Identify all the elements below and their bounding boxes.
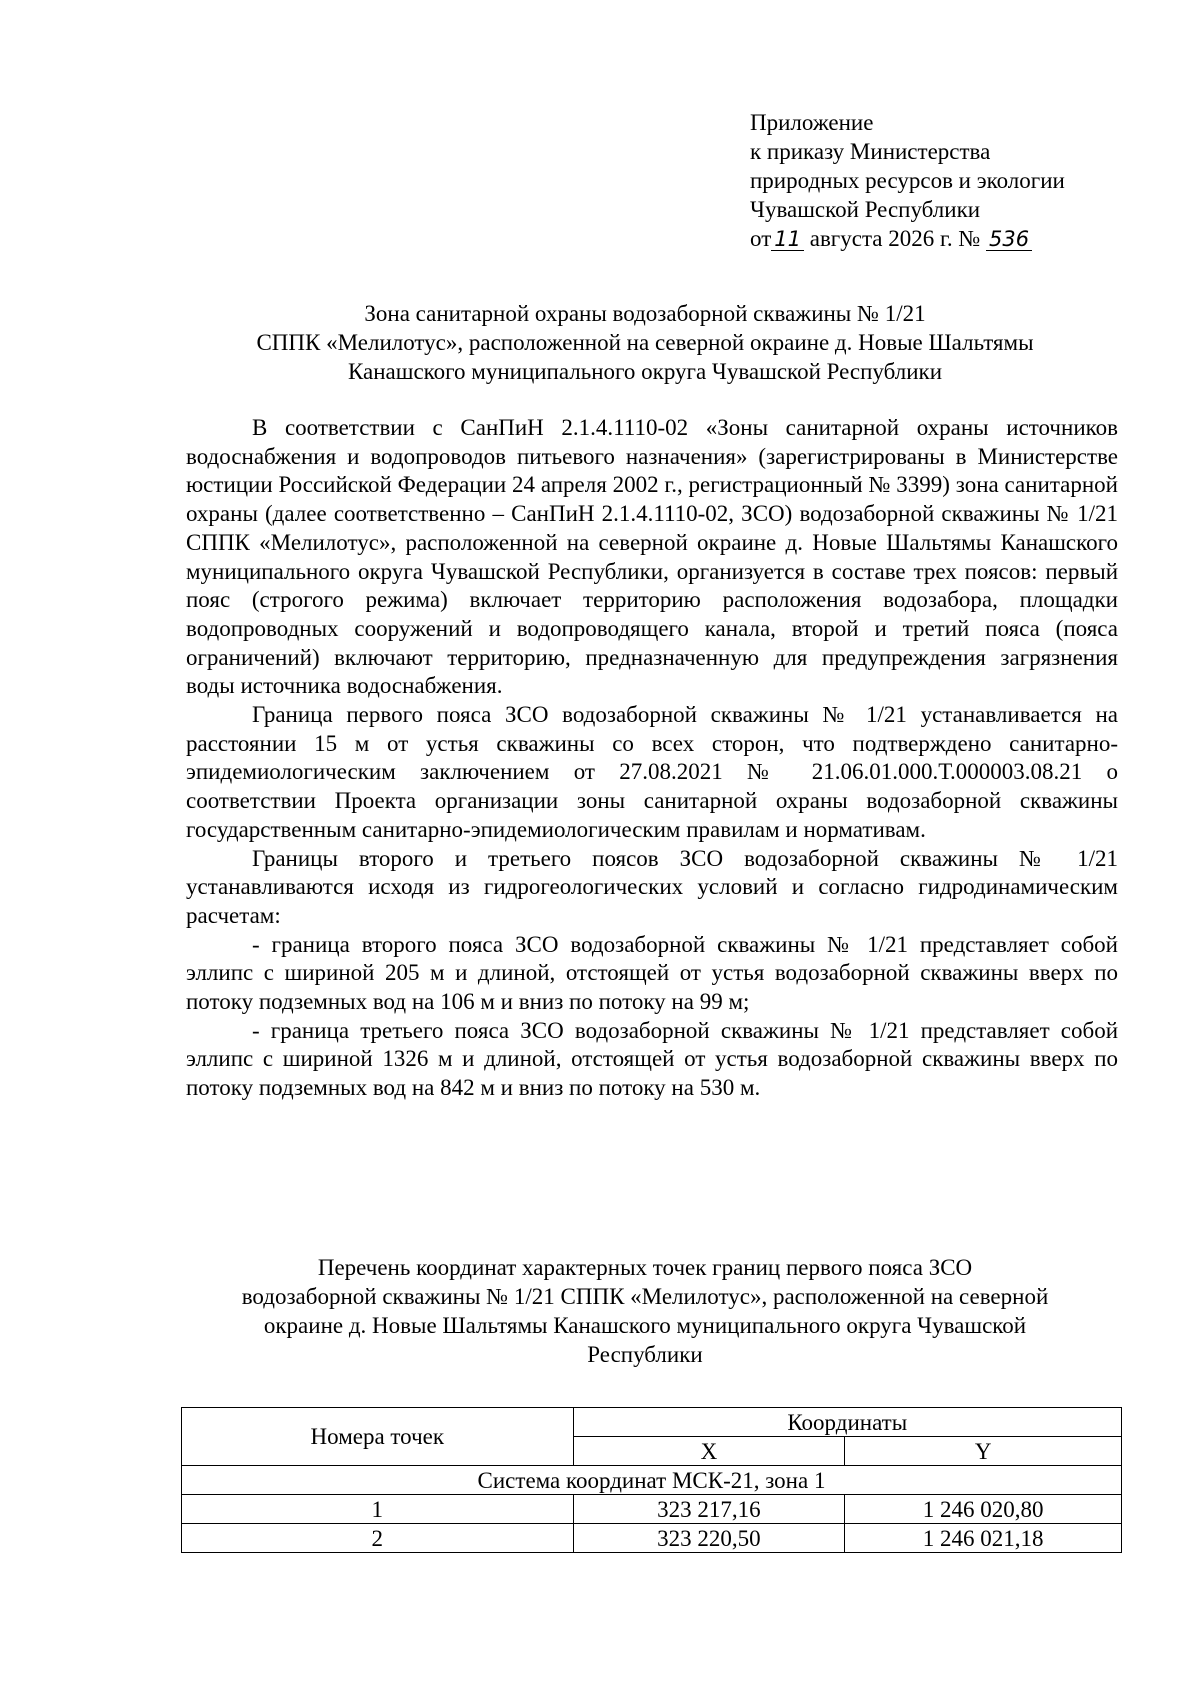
table-header-row	[182, 1408, 1122, 1437]
paragraph-4: - граница второго пояса ЗСО водозаборной скважины № 1/21 представляет собой эллипс с шириной 205 м и длиной, отстоящей от устья водозаборной скважины вверх по потоку подземных вод на 106 м и вниз по потоку на 99 м;	[186, 931, 1118, 1015]
list-title-line-2: водозаборной скважины № 1/21 СППК «Мелилотус», расположенной на северной	[241, 1284, 1049, 1309]
header-coordinates: Координаты	[573, 1408, 1121, 1437]
appendix-date-line	[750, 224, 1065, 253]
date-prefix: от	[750, 226, 772, 251]
document-title	[150, 299, 1140, 386]
coordinates-list-title	[150, 1253, 1140, 1369]
list-title-line-4: Республики	[587, 1342, 703, 1367]
appendix-line-3: природных ресурсов и экологии	[750, 168, 1065, 193]
table-row	[182, 1495, 1122, 1524]
header-points: Номера точек	[182, 1408, 574, 1466]
appendix-header	[750, 108, 1065, 253]
paragraph-1: В соответствии с СанПиН 2.1.4.1110-02 «Зоны санитарной охраны источников водоснабжения и водопроводов питьевого назначения» (зарегистрированы в Министерстве юстиции Российской Федерации 24 апреля 2002 г., регистрационный № 3399) зона санитарной охраны (далее соответственно – СанПиН 2.1.4.1110-02, ЗСО) водозаборной скважины № 1/21 СППК «Мелилотус», расположенной на северной окраине д. Новые Шальтямы Канашского муниципального округа Чувашской Республики, организуется в составе трех поясов: первый пояс (строгого режима) включает территорию расположения водозабора, площадки водопроводных сооружений и водопроводящего канала, второй и третий пояса (пояса ограничений) включают территорию, предназначенную для предупреждения загрязнения воды источника водоснабжения.	[186, 415, 1118, 699]
paragraph-3: Границы второго и третьего поясов ЗСО водозаборной скважины № 1/21 устанавливаются исходя из гидрогеологических условий и согласно гидродинамическим расчетам:	[186, 845, 1118, 928]
point-x: 323 217,16	[573, 1495, 845, 1524]
header-y: Y	[845, 1437, 1122, 1466]
point-x: 323 220,50	[573, 1524, 845, 1553]
paragraph-5: - граница третьего пояса ЗСО водозаборной скважины № 1/21 представляет собой эллипс с шириной 1326 м и длиной, отстоящей от устья водозаборной скважины вверх по потоку подземных вод на 842 м и вниз по потоку на 530 м.	[186, 1017, 1118, 1101]
point-y: 1 246 021,18	[845, 1524, 1122, 1553]
table-row	[182, 1524, 1122, 1553]
point-y: 1 246 020,80	[845, 1495, 1122, 1524]
handwritten-day: 11	[771, 228, 804, 251]
paragraph-2: Граница первого пояса ЗСО водозаборной скважины № 1/21 устанавливается на расстоянии 15 м от устья скважины со всех сторон, что подтверждено санитарно-эпидемиологическим заключением от 27.08.2021 № 21.06.01.000.Т.000003.08.21 о соответствии Проекта организации зоны санитарной охраны водозаборной скважины государственным санитарно-эпидемиологическим правилам и нормативам.	[186, 702, 1118, 842]
list-title-line-1: Перечень координат характерных точек границ первого пояса ЗСО	[317, 1255, 973, 1280]
title-line-3: Канашского муниципального округа Чувашской Республики	[347, 359, 943, 384]
coordinate-system: Система координат МСК-21, зона 1	[182, 1466, 1122, 1495]
point-number: 2	[182, 1524, 574, 1553]
document-body	[186, 414, 1118, 1103]
coordinates-table	[181, 1407, 1122, 1553]
appendix-line-4: Чувашской Республики	[750, 197, 981, 222]
title-line-1: Зона санитарной охраны водозаборной скважины № 1/21	[364, 301, 926, 326]
appendix-line-2: к приказу Министерства	[750, 139, 991, 164]
date-rest: августа 2026 г. №	[809, 226, 981, 251]
handwritten-order-number: 536	[986, 228, 1032, 251]
title-line-2: СППК «Мелилотус», расположенной на северной окраине д. Новые Шальтямы	[256, 330, 1034, 355]
header-x: X	[573, 1437, 845, 1466]
point-number: 1	[182, 1495, 574, 1524]
list-title-line-3: окраине д. Новые Шальтямы Канашского муниципального округа Чувашской	[263, 1313, 1027, 1338]
table-system-row	[182, 1466, 1122, 1495]
appendix-line-1: Приложение	[750, 110, 874, 135]
